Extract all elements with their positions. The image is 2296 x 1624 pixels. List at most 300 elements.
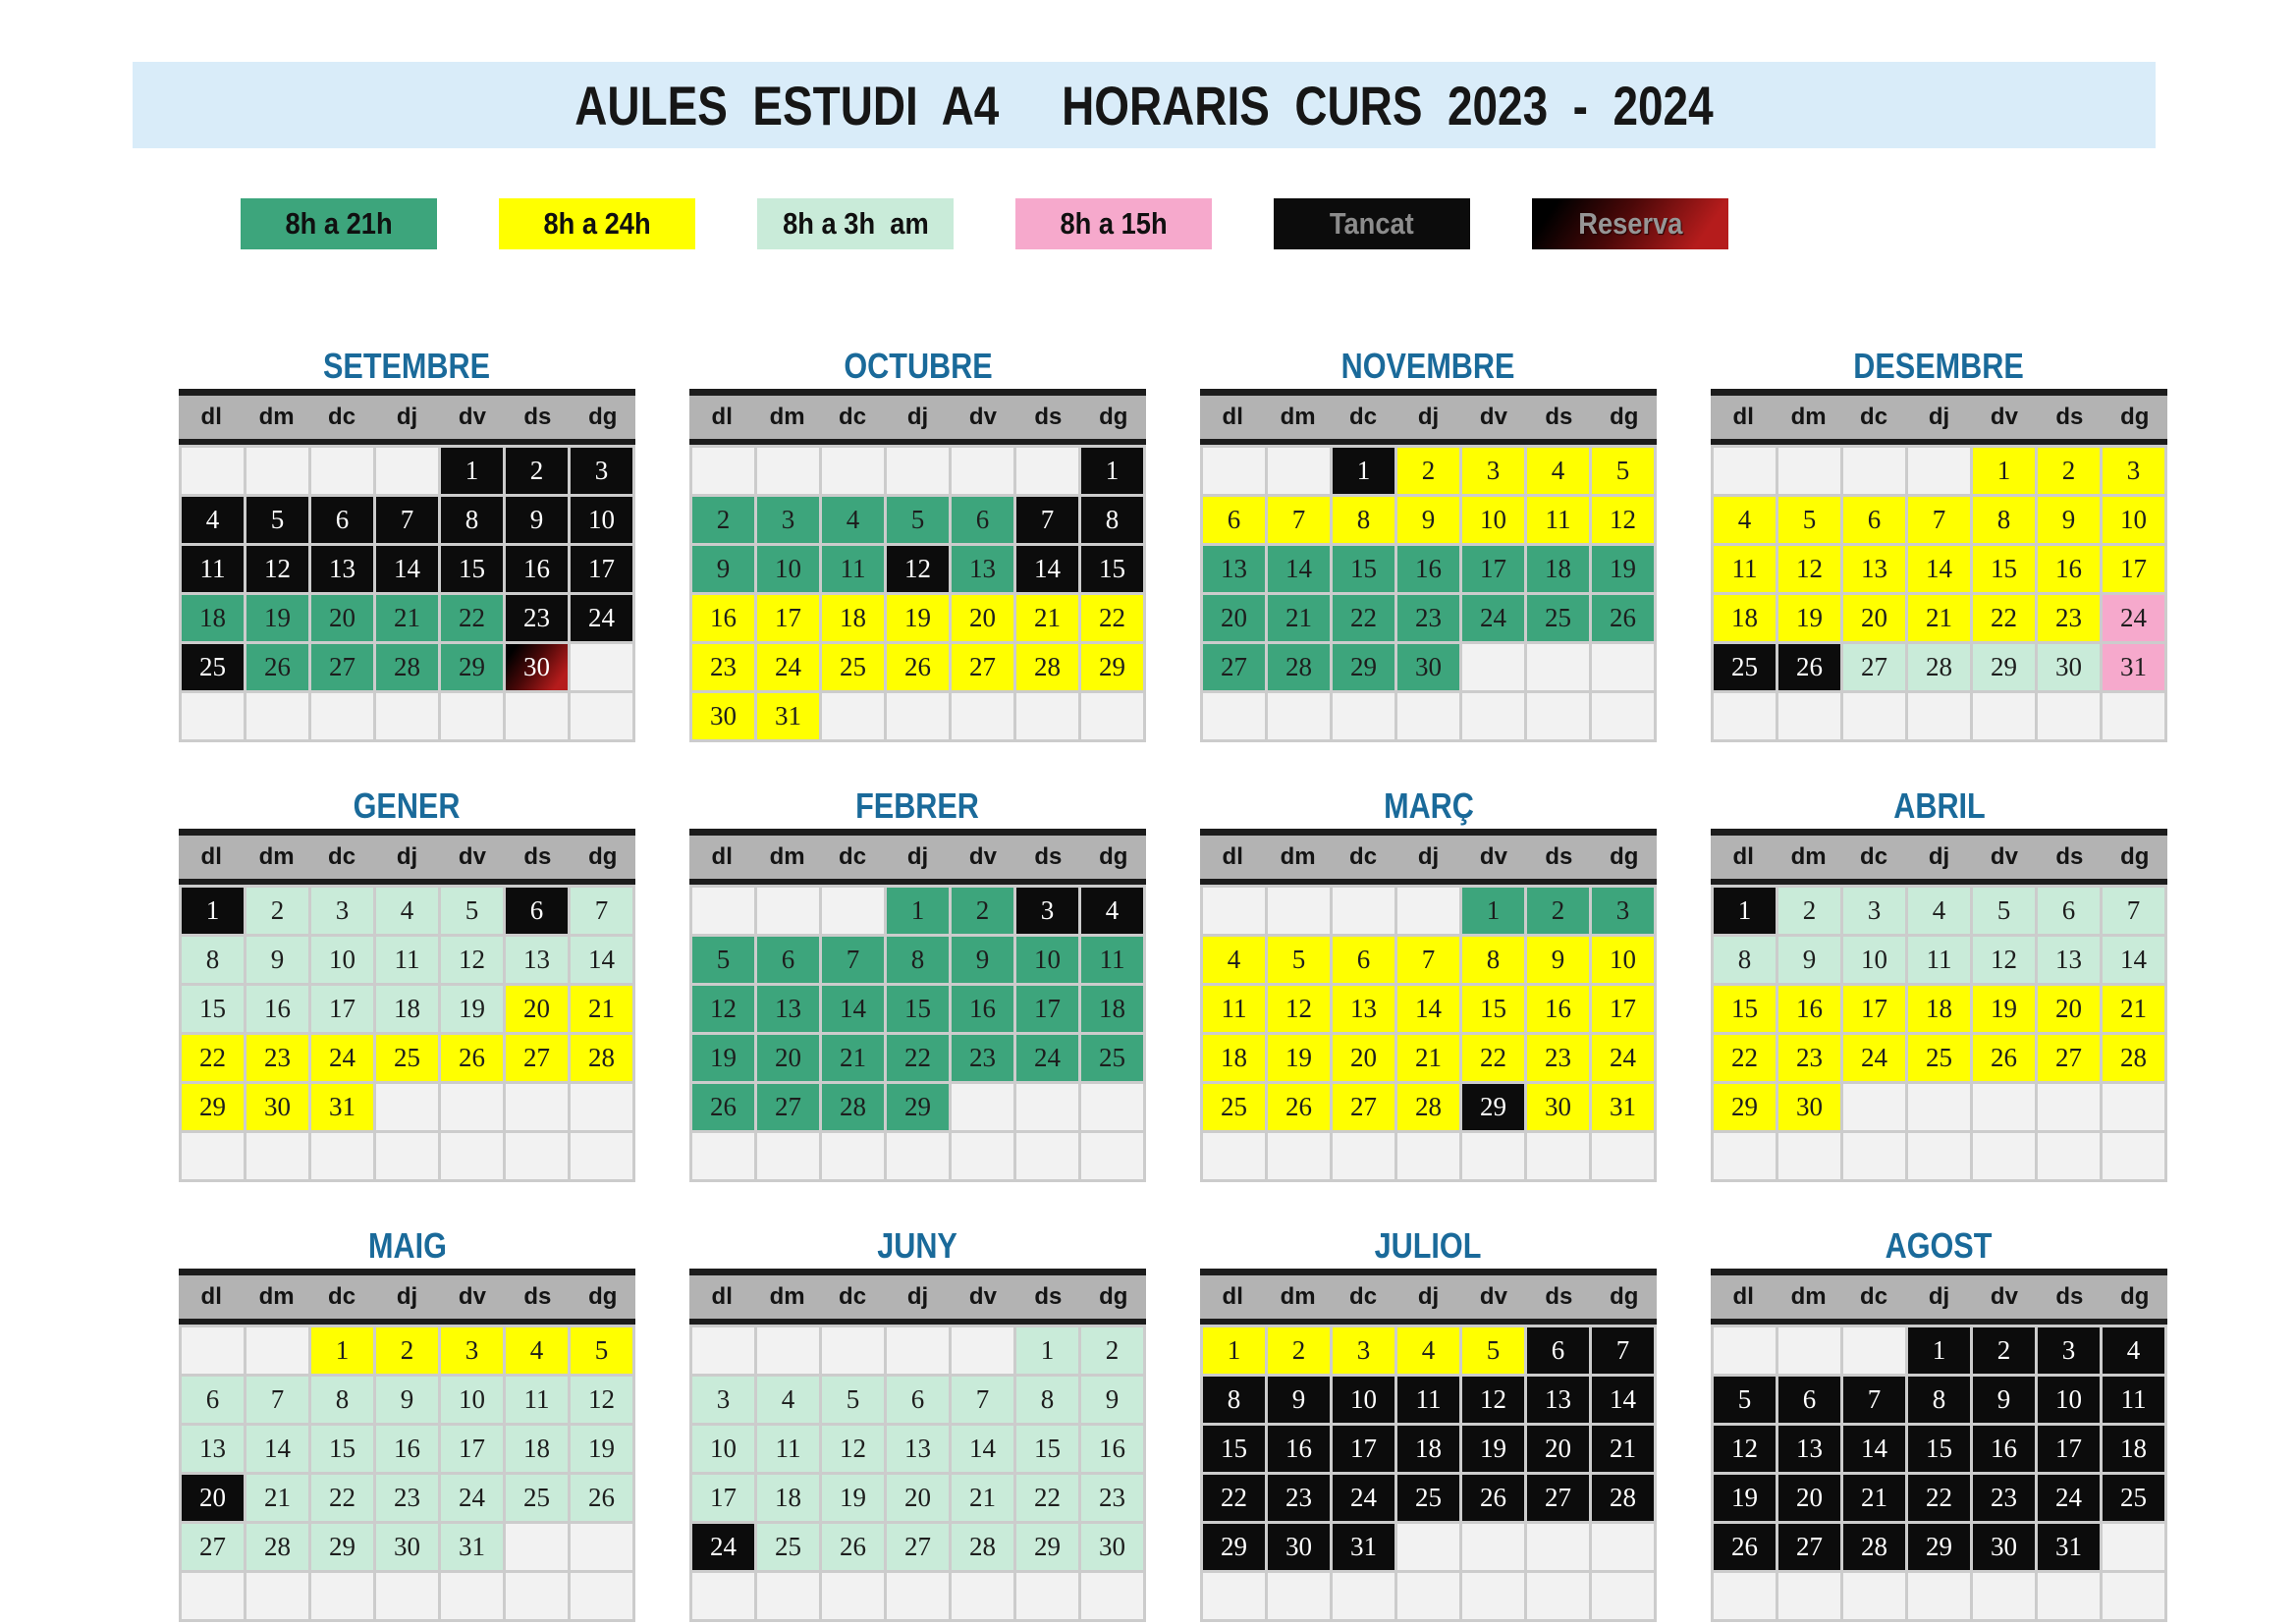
weekday-header-dj: dj [396, 1283, 418, 1310]
day-cell-18: 18 [506, 1426, 568, 1472]
day-cell-13: 13 [1527, 1377, 1589, 1423]
day-cell-30: 30 [1973, 1524, 2035, 1570]
day-cell-3: 3 [1592, 888, 1654, 934]
day-cell-22: 22 [182, 1035, 244, 1081]
day-cell-empty [1016, 693, 1078, 739]
day-cell-11: 11 [1397, 1377, 1459, 1423]
day-cell-11: 11 [757, 1426, 819, 1472]
day-cell-5: 5 [571, 1327, 632, 1374]
day-cell-29: 29 [1081, 644, 1143, 690]
day-cell-empty [571, 1133, 632, 1179]
day-grid [1711, 445, 2167, 742]
day-cell-8: 8 [1714, 937, 1776, 983]
day-cell-12: 12 [1778, 546, 1840, 592]
month-agost [1711, 1225, 2167, 1622]
day-cell-28: 28 [2103, 1035, 2164, 1081]
day-cell-17: 17 [1843, 986, 1905, 1032]
legend-label: 8h a 15h [1060, 206, 1168, 241]
day-cell-15: 15 [1203, 1426, 1265, 1472]
day-cell-27: 27 [887, 1524, 949, 1570]
day-cell-28: 28 [1843, 1524, 1905, 1570]
day-cell-28: 28 [1592, 1475, 1654, 1521]
month-title [179, 1225, 635, 1269]
month-title-text: SETEMBRE [323, 346, 491, 386]
day-cell-empty [1268, 1133, 1330, 1179]
day-cell-23: 23 [1778, 1035, 1840, 1081]
weekday-header-dg: dg [1610, 404, 1639, 430]
day-cell-7: 7 [376, 497, 438, 543]
day-cell-empty [1843, 1573, 1905, 1619]
day-cell-13: 13 [757, 986, 819, 1032]
month-març [1200, 785, 1657, 1182]
day-cell-20: 20 [1527, 1426, 1589, 1472]
day-cell-21: 21 [2103, 986, 2164, 1032]
day-cell-6: 6 [311, 497, 373, 543]
day-cell-8: 8 [1016, 1377, 1078, 1423]
day-cell-empty [2103, 1524, 2164, 1570]
day-cell-empty [1843, 1084, 1905, 1130]
day-cell-8: 8 [887, 937, 949, 983]
day-cell-1: 1 [1973, 448, 2035, 494]
day-cell-empty [246, 1573, 308, 1619]
day-cell-14: 14 [246, 1426, 308, 1472]
day-cell-19: 19 [692, 1035, 754, 1081]
day-cell-28: 28 [376, 644, 438, 690]
day-cell-8: 8 [311, 1377, 373, 1423]
day-cell-30: 30 [1268, 1524, 1330, 1570]
day-grid [1200, 445, 1657, 742]
day-cell-12: 12 [692, 986, 754, 1032]
day-cell-empty [757, 448, 819, 494]
weekday-header-dg: dg [2120, 1283, 2150, 1310]
day-cell-7: 7 [1908, 497, 1970, 543]
month-title [179, 785, 635, 829]
weekday-header-dg: dg [1099, 1283, 1128, 1310]
day-cell-9: 9 [692, 546, 754, 592]
day-cell-empty [1462, 1524, 1524, 1570]
month-title-text: DESEMBRE [1853, 346, 2025, 386]
day-cell-20: 20 [1778, 1475, 1840, 1521]
day-cell-19: 19 [1268, 1035, 1330, 1081]
day-cell-5: 5 [1714, 1377, 1776, 1423]
day-cell-empty [441, 693, 503, 739]
day-grid [689, 1325, 1146, 1622]
day-cell-1: 1 [441, 448, 503, 494]
day-cell-13: 13 [887, 1426, 949, 1472]
day-cell-20: 20 [2038, 986, 2100, 1032]
day-cell-empty [1843, 1327, 1905, 1374]
day-cell-empty [1016, 448, 1078, 494]
day-cell-empty [1333, 1133, 1394, 1179]
day-cell-27: 27 [2038, 1035, 2100, 1081]
day-cell-empty [311, 448, 373, 494]
day-cell-empty [822, 693, 884, 739]
legend-item-4 [1015, 198, 1212, 249]
day-cell-9: 9 [1527, 937, 1589, 983]
day-grid [689, 445, 1146, 742]
day-cell-1: 1 [311, 1327, 373, 1374]
weekday-header-ds: ds [1034, 1283, 1063, 1310]
day-cell-30: 30 [1081, 1524, 1143, 1570]
day-cell-empty [1778, 1133, 1840, 1179]
day-cell-16: 16 [1973, 1426, 2035, 1472]
day-cell-16: 16 [692, 595, 754, 641]
day-cell-3: 3 [2038, 1327, 2100, 1374]
day-cell-19: 19 [246, 595, 308, 641]
weekday-header-dg: dg [1099, 843, 1128, 870]
day-cell-18: 18 [182, 595, 244, 641]
day-cell-30: 30 [1778, 1084, 1840, 1130]
day-cell-31: 31 [757, 693, 819, 739]
day-cell-2: 2 [246, 888, 308, 934]
day-cell-14: 14 [376, 546, 438, 592]
day-cell-empty [1268, 693, 1330, 739]
day-cell-11: 11 [1527, 497, 1589, 543]
month-title [179, 346, 635, 389]
day-cell-14: 14 [1592, 1377, 1654, 1423]
day-cell-empty [1527, 693, 1589, 739]
weekday-header-dl: dl [1732, 843, 1754, 870]
day-cell-3: 3 [692, 1377, 754, 1423]
day-cell-23: 23 [1268, 1475, 1330, 1521]
day-cell-18: 18 [376, 986, 438, 1032]
weekday-header-ds: ds [523, 1283, 552, 1310]
day-cell-empty [571, 1524, 632, 1570]
day-cell-empty [952, 1133, 1013, 1179]
weekday-header-dl: dl [200, 843, 222, 870]
day-cell-empty [1714, 1327, 1776, 1374]
day-cell-7: 7 [246, 1377, 308, 1423]
day-cell-2: 2 [1973, 1327, 2035, 1374]
day-cell-empty [692, 888, 754, 934]
day-cell-14: 14 [1016, 546, 1078, 592]
weekday-header-dm: dm [258, 404, 295, 430]
day-cell-12: 12 [571, 1377, 632, 1423]
weekday-header-dl: dl [711, 1283, 733, 1310]
day-cell-22: 22 [1333, 595, 1394, 641]
day-cell-2: 2 [1397, 448, 1459, 494]
weekday-header-dv: dv [968, 404, 997, 430]
day-cell-4: 4 [376, 888, 438, 934]
day-cell-9: 9 [1973, 1377, 2035, 1423]
weekday-header-ds: ds [523, 843, 552, 870]
weekday-header-dg: dg [588, 843, 618, 870]
day-cell-23: 23 [2038, 595, 2100, 641]
day-cell-empty [1527, 1524, 1589, 1570]
weekday-header-row [1711, 1269, 2167, 1325]
month-title-text: JUNY [877, 1225, 958, 1266]
day-cell-empty [1592, 693, 1654, 739]
day-cell-1: 1 [887, 888, 949, 934]
day-cell-24: 24 [692, 1524, 754, 1570]
day-cell-3: 3 [757, 497, 819, 543]
day-cell-23: 23 [1081, 1475, 1143, 1521]
day-cell-29: 29 [887, 1084, 949, 1130]
weekday-header-dj: dj [1417, 1283, 1440, 1310]
day-cell-1: 1 [1333, 448, 1394, 494]
day-cell-10: 10 [1462, 497, 1524, 543]
day-cell-13: 13 [2038, 937, 2100, 983]
weekday-header-dl: dl [1732, 404, 1754, 430]
day-cell-3: 3 [1333, 1327, 1394, 1374]
day-grid [1200, 1325, 1657, 1622]
day-cell-18: 18 [2103, 1426, 2164, 1472]
day-cell-empty [246, 1327, 308, 1374]
day-cell-empty [571, 644, 632, 690]
day-cell-12: 12 [441, 937, 503, 983]
month-maig [179, 1225, 635, 1622]
weekday-header-dv: dv [1479, 843, 1507, 870]
day-cell-empty [1016, 1573, 1078, 1619]
day-cell-4: 4 [757, 1377, 819, 1423]
day-grid [1711, 1325, 2167, 1622]
day-cell-19: 19 [1462, 1426, 1524, 1472]
day-cell-empty [1592, 1133, 1654, 1179]
day-cell-31: 31 [2038, 1524, 2100, 1570]
day-cell-empty [311, 1573, 373, 1619]
day-cell-19: 19 [1714, 1475, 1776, 1521]
day-cell-empty [506, 693, 568, 739]
day-cell-27: 27 [1778, 1524, 1840, 1570]
day-cell-15: 15 [1333, 546, 1394, 592]
day-cell-2: 2 [1268, 1327, 1330, 1374]
weekday-header-dv: dv [1990, 1283, 2018, 1310]
day-cell-24: 24 [1016, 1035, 1078, 1081]
weekday-header-dl: dl [711, 404, 733, 430]
day-cell-empty [1268, 888, 1330, 934]
weekday-header-ds: ds [1545, 404, 1573, 430]
month-title [689, 1225, 1146, 1269]
weekday-header-dc: dc [1860, 1283, 1888, 1310]
day-cell-23: 23 [246, 1035, 308, 1081]
day-cell-26: 26 [887, 644, 949, 690]
weekday-header-dg: dg [2120, 404, 2150, 430]
day-cell-26: 26 [246, 644, 308, 690]
day-cell-empty [1714, 693, 1776, 739]
day-cell-18: 18 [1908, 986, 1970, 1032]
day-cell-empty [1081, 1084, 1143, 1130]
weekday-header-dm: dm [769, 1283, 805, 1310]
day-cell-9: 9 [1397, 497, 1459, 543]
day-cell-5: 5 [1778, 497, 1840, 543]
month-title [1711, 785, 2167, 829]
day-cell-17: 17 [1462, 546, 1524, 592]
day-cell-25: 25 [506, 1475, 568, 1521]
weekday-header-dg: dg [588, 404, 618, 430]
weekday-header-dc: dc [1349, 404, 1378, 430]
day-cell-31: 31 [2103, 644, 2164, 690]
day-cell-18: 18 [1714, 595, 1776, 641]
weekday-header-dm: dm [1280, 404, 1316, 430]
weekday-header-row [179, 389, 635, 445]
day-cell-6: 6 [1778, 1377, 1840, 1423]
day-cell-29: 29 [1016, 1524, 1078, 1570]
day-cell-5: 5 [887, 497, 949, 543]
day-cell-empty [887, 1327, 949, 1374]
day-cell-15: 15 [1462, 986, 1524, 1032]
month-title-text: MAIG [367, 1225, 447, 1266]
day-cell-empty [692, 1327, 754, 1374]
day-cell-11: 11 [506, 1377, 568, 1423]
day-cell-7: 7 [1397, 937, 1459, 983]
day-cell-11: 11 [1908, 937, 1970, 983]
day-cell-29: 29 [182, 1084, 244, 1130]
day-cell-12: 12 [1462, 1377, 1524, 1423]
weekday-header-dg: dg [1610, 843, 1639, 870]
day-cell-15: 15 [1016, 1426, 1078, 1472]
day-cell-empty [2103, 1084, 2164, 1130]
month-title-text: FEBRER [855, 785, 980, 826]
day-cell-empty [1203, 888, 1265, 934]
day-cell-13: 13 [182, 1426, 244, 1472]
day-cell-16: 16 [1778, 986, 1840, 1032]
day-cell-empty [822, 448, 884, 494]
day-cell-21: 21 [1592, 1426, 1654, 1472]
day-cell-8: 8 [182, 937, 244, 983]
day-cell-empty [1973, 1573, 2035, 1619]
day-cell-16: 16 [1268, 1426, 1330, 1472]
day-cell-empty [2038, 1133, 2100, 1179]
day-cell-empty [822, 888, 884, 934]
day-cell-empty [1908, 693, 1970, 739]
day-cell-11: 11 [822, 546, 884, 592]
day-cell-28: 28 [1397, 1084, 1459, 1130]
day-cell-empty [1843, 693, 1905, 739]
weekday-header-dv: dv [458, 1283, 486, 1310]
day-cell-8: 8 [1203, 1377, 1265, 1423]
weekday-header-dc: dc [328, 404, 356, 430]
day-cell-empty [1592, 1573, 1654, 1619]
title-band [133, 62, 2156, 148]
day-grid [1711, 885, 2167, 1182]
day-cell-3: 3 [571, 448, 632, 494]
day-cell-24: 24 [311, 1035, 373, 1081]
day-cell-1: 1 [1462, 888, 1524, 934]
month-abril [1711, 785, 2167, 1182]
weekday-header-dc: dc [1349, 1283, 1378, 1310]
day-cell-29: 29 [1203, 1524, 1265, 1570]
weekday-header-row [179, 1269, 635, 1325]
day-cell-19: 19 [887, 595, 949, 641]
weekday-header-dm: dm [1790, 1283, 1827, 1310]
day-cell-29: 29 [1333, 644, 1394, 690]
day-cell-25: 25 [376, 1035, 438, 1081]
day-cell-20: 20 [887, 1475, 949, 1521]
weekday-header-dc: dc [839, 404, 867, 430]
day-cell-empty [757, 1327, 819, 1374]
day-cell-17: 17 [2103, 546, 2164, 592]
page-title: AULES ESTUDI A4 HORARIS CURS 2023 - 2024 [574, 74, 1714, 136]
day-cell-25: 25 [822, 644, 884, 690]
day-cell-empty [1397, 1524, 1459, 1570]
day-cell-10: 10 [2103, 497, 2164, 543]
day-cell-24: 24 [757, 644, 819, 690]
day-cell-empty [1462, 1573, 1524, 1619]
day-cell-3: 3 [1016, 888, 1078, 934]
day-cell-5: 5 [246, 497, 308, 543]
day-cell-empty [182, 1573, 244, 1619]
weekday-header-dg: dg [1610, 1283, 1639, 1310]
day-cell-27: 27 [1527, 1475, 1589, 1521]
day-cell-empty [757, 1573, 819, 1619]
day-cell-empty [692, 1133, 754, 1179]
day-cell-18: 18 [757, 1475, 819, 1521]
day-cell-17: 17 [757, 595, 819, 641]
day-cell-13: 13 [1333, 986, 1394, 1032]
day-cell-23: 23 [1397, 595, 1459, 641]
weekday-header-dm: dm [258, 843, 295, 870]
day-cell-empty [441, 1084, 503, 1130]
day-cell-27: 27 [757, 1084, 819, 1130]
day-grid [179, 1325, 635, 1622]
day-cell-21: 21 [822, 1035, 884, 1081]
day-cell-27: 27 [1333, 1084, 1394, 1130]
day-cell-30: 30 [1527, 1084, 1589, 1130]
day-cell-10: 10 [1843, 937, 1905, 983]
day-cell-28: 28 [1016, 644, 1078, 690]
day-cell-empty [506, 1084, 568, 1130]
day-cell-30: 30 [506, 644, 568, 690]
day-cell-23: 23 [506, 595, 568, 641]
day-cell-empty [376, 1084, 438, 1130]
day-cell-9: 9 [952, 937, 1013, 983]
weekday-header-dv: dv [1990, 843, 2018, 870]
day-cell-empty [1527, 1573, 1589, 1619]
day-cell-15: 15 [1081, 546, 1143, 592]
weekday-header-dl: dl [1222, 404, 1243, 430]
day-cell-25: 25 [1081, 1035, 1143, 1081]
day-cell-23: 23 [692, 644, 754, 690]
month-title-text: JULIOL [1375, 1225, 1482, 1266]
day-cell-4: 4 [1714, 497, 1776, 543]
day-cell-10: 10 [311, 937, 373, 983]
day-cell-empty [1778, 448, 1840, 494]
day-cell-8: 8 [1973, 497, 2035, 543]
day-cell-14: 14 [571, 937, 632, 983]
day-cell-6: 6 [506, 888, 568, 934]
day-cell-15: 15 [441, 546, 503, 592]
day-cell-22: 22 [1081, 595, 1143, 641]
month-juliol [1200, 1225, 1657, 1622]
day-cell-29: 29 [1462, 1084, 1524, 1130]
day-cell-17: 17 [441, 1426, 503, 1472]
day-cell-empty [1397, 1133, 1459, 1179]
day-cell-1: 1 [1714, 888, 1776, 934]
day-cell-empty [376, 1133, 438, 1179]
month-gener [179, 785, 635, 1182]
day-cell-empty [1778, 693, 1840, 739]
day-cell-12: 12 [1714, 1426, 1776, 1472]
day-cell-5: 5 [1973, 888, 2035, 934]
day-cell-22: 22 [1462, 1035, 1524, 1081]
day-cell-3: 3 [311, 888, 373, 934]
day-cell-25: 25 [2103, 1475, 2164, 1521]
day-cell-20: 20 [1203, 595, 1265, 641]
weekday-header-dv: dv [458, 843, 486, 870]
day-cell-10: 10 [441, 1377, 503, 1423]
day-cell-20: 20 [182, 1475, 244, 1521]
day-cell-empty [1778, 1573, 1840, 1619]
day-cell-13: 13 [506, 937, 568, 983]
day-cell-22: 22 [1714, 1035, 1776, 1081]
weekday-header-dj: dj [906, 843, 929, 870]
weekday-header-dj: dj [1417, 843, 1440, 870]
day-cell-26: 26 [441, 1035, 503, 1081]
day-cell-26: 26 [1592, 595, 1654, 641]
day-grid [179, 885, 635, 1182]
day-cell-empty [506, 1133, 568, 1179]
day-cell-12: 12 [1973, 937, 2035, 983]
